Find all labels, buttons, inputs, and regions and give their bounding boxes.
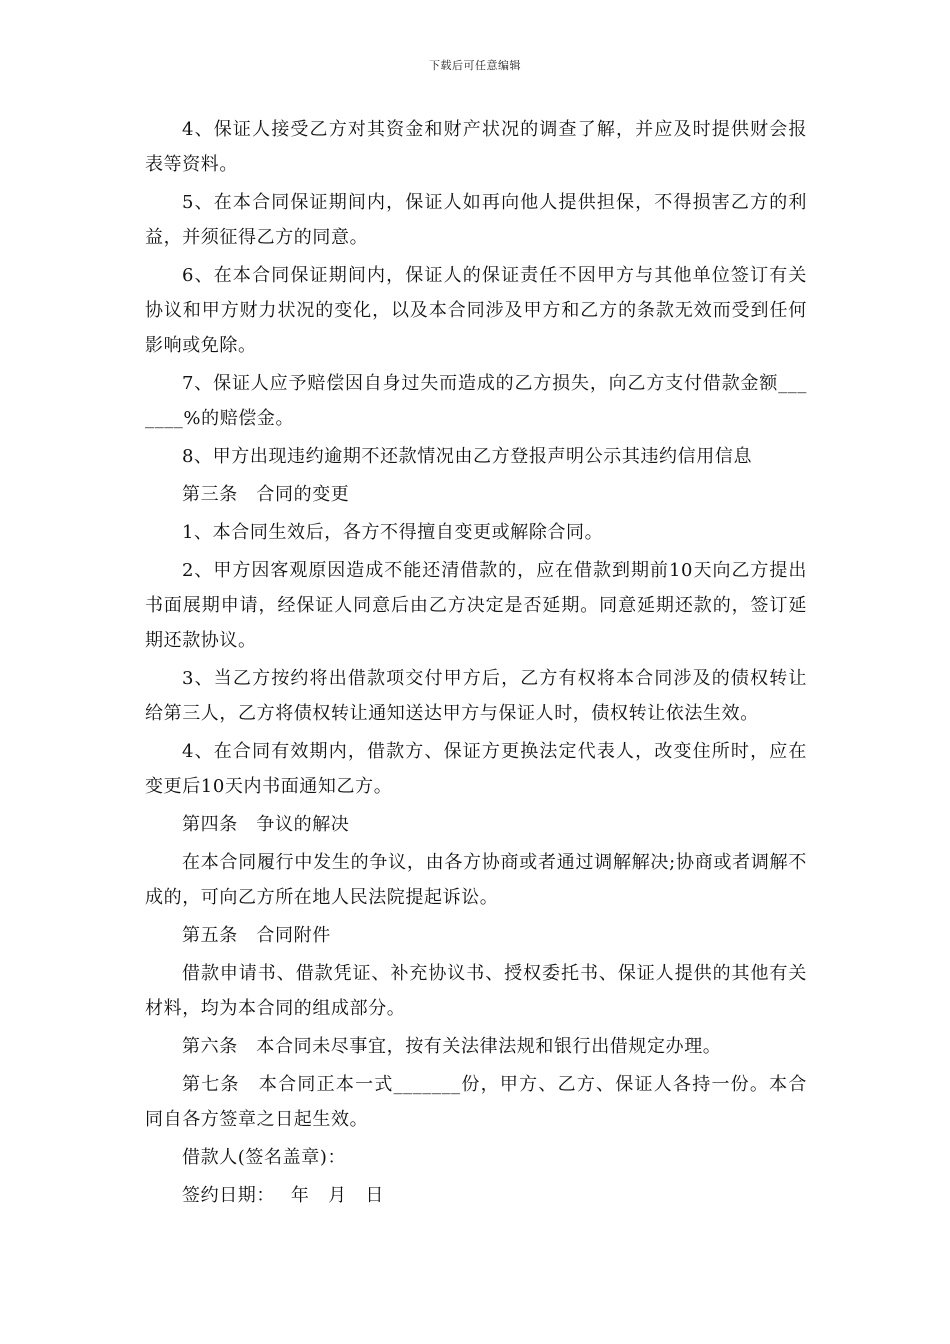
clause-paragraph: 借款申请书、借款凭证、补充协议书、授权委托书、保证人提供的其他有关材料，均为本合同的组成部分。	[145, 963, 807, 1019]
document-body	[145, 112, 807, 1216]
clause-paragraph: 4、保证人接受乙方对其资金和财产状况的调查了解，并应及时提供财会报表等资料。	[145, 119, 807, 175]
borrower-signature-line: 借款人(签名盖章)：	[182, 1147, 347, 1168]
article-heading: 第五条 合同附件	[182, 925, 331, 946]
clause-paragraph: 5、在本合同保证期间内，保证人如再向他人提供担保，不得损害乙方的利益，并须征得乙方的同意。	[145, 192, 807, 248]
clause-paragraph: 6、在本合同保证期间内，保证人的保证责任不因甲方与其他单位签订有关协议和甲方财力状况的变化，以及本合同涉及甲方和乙方的条款无效而受到任何影响或免除。	[145, 265, 807, 356]
clause-paragraph: 1、本合同生效后，各方不得擅自变更或解除合同。	[182, 522, 604, 543]
article-heading: 第三条 合同的变更	[182, 484, 350, 505]
clause-paragraph: 3、当乙方按约将出借款项交付甲方后，乙方有权将本合同涉及的债权转让给第三人，乙方将债权转让通知送达甲方与保证人时，债权转让依法生效。	[145, 668, 807, 724]
clause-paragraph: 4、在合同有效期内，借款方、保证方更换法定代表人，改变住所时，应在变更后10天内书面通知乙方。	[145, 741, 807, 797]
header-note: 下载后可任意编辑	[429, 59, 521, 72]
clause-paragraph: 在本合同履行中发生的争议，由各方协商或者通过调解解决;协商或者调解不成的，可向乙方所在地人民法院提起诉讼。	[145, 852, 807, 908]
clause-paragraph: 7、保证人应予赔偿因自身过失而造成的乙方损失，向乙方支付借款金额_______%的赔偿金。	[145, 373, 807, 429]
clause-paragraph: 2、甲方因客观原因造成不能还清借款的，应在借款到期前10天向乙方提出书面展期申请，经保证人同意后由乙方决定是否延期。同意延期还款的，签订延期还款协议。	[145, 560, 807, 651]
signing-date-line: 签约日期： 年 月 日	[182, 1185, 384, 1206]
article-paragraph: 第七条 本合同正本一式_______份，甲方、乙方、保证人各持一份。本合同自各方签章之日起生效。	[145, 1074, 807, 1130]
article-paragraph: 第六条 本合同未尽事宜，按有关法律法规和银行出借规定办理。	[182, 1036, 722, 1057]
clause-paragraph: 8、甲方出现违约逾期不还款情况由乙方登报声明公示其违约信用信息	[182, 446, 753, 467]
article-heading: 第四条 争议的解决	[182, 814, 350, 835]
